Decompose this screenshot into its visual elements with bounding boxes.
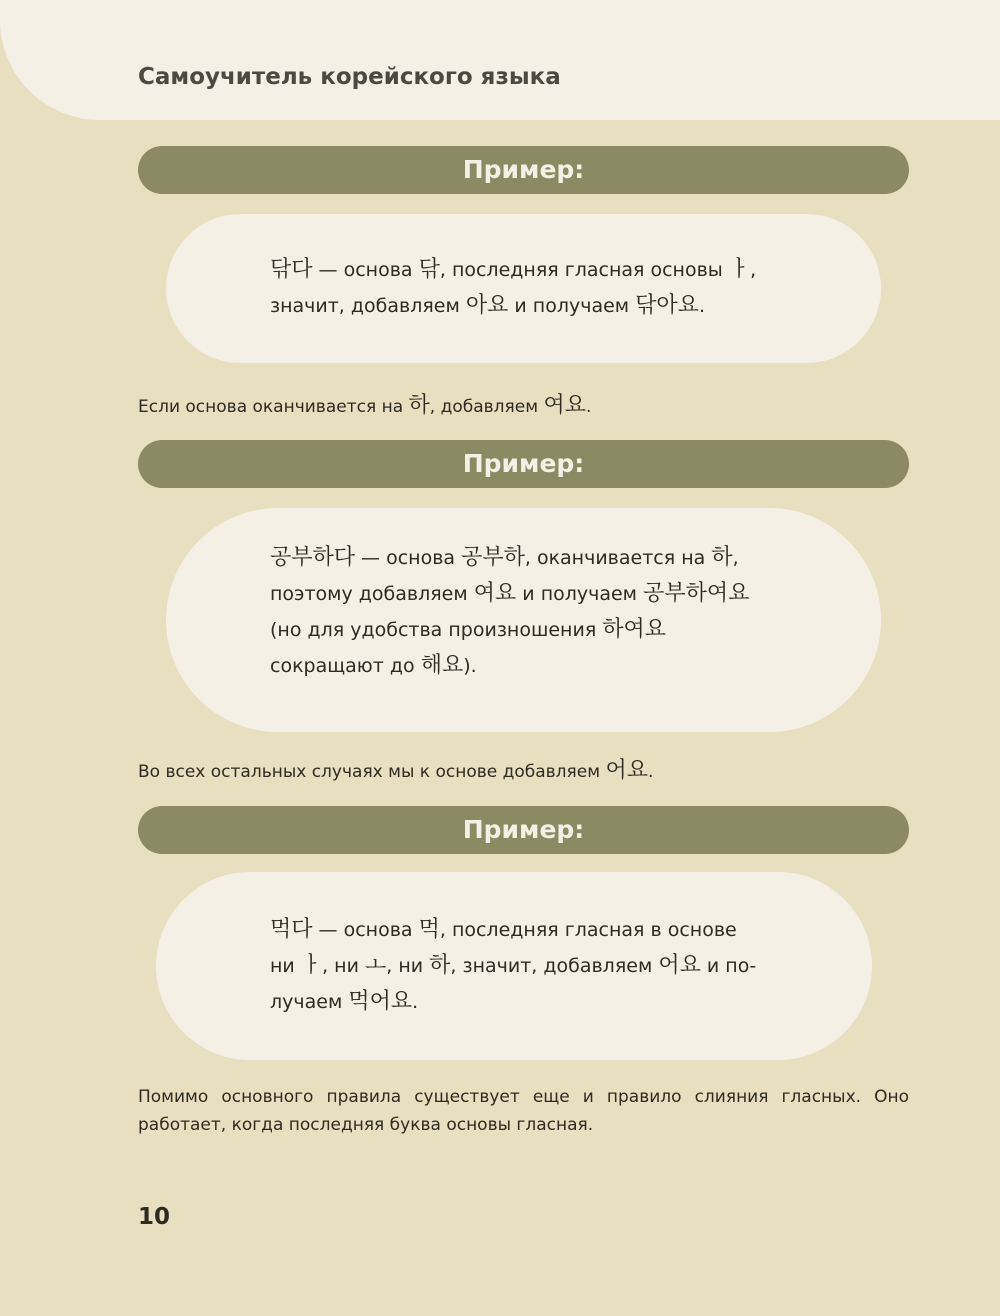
example-heading-2: Пример: [138,440,909,488]
example-line [270,288,881,324]
text-segment: , последняя гласная основы [439,259,729,281]
korean-term: 닦다 [270,257,313,282]
text-segment: . [647,762,654,782]
korean-term: 공부하여요 [643,581,750,606]
text-segment: — основа [355,547,462,569]
korean-term: ㅏ [728,257,751,282]
example-line [270,612,881,648]
korean-term: 어요 [605,758,648,783]
example-line [270,252,881,288]
example-text-1 [270,252,881,324]
page-number: 10 [138,1204,171,1230]
text-segment: , оканчивается на [524,547,712,569]
korean-term: 공부하 [461,545,525,570]
example-text-3 [270,912,872,1020]
text-segment: и по- [700,955,757,977]
example-line [270,576,881,612]
korean-term: 닦아요 [635,293,699,318]
page-header-band [0,0,1000,120]
text-segment: (но для удобства произношения [270,619,603,641]
korean-term: 하 [711,545,733,570]
text-segment: , [732,547,739,569]
text-segment: — основа [312,259,419,281]
example-box-1 [166,214,881,363]
korean-term: 해요 [420,653,464,678]
text-segment: , значит, добавляем [450,955,659,977]
example-heading-3: Пример: [138,806,909,854]
korean-term: 먹다 [270,917,313,942]
text-segment: , ни [322,955,365,977]
example-box-2 [166,508,881,732]
korean-term: 어요 [658,953,701,978]
korean-term: 하 [408,393,430,418]
text-segment: . [585,397,592,417]
korean-term: 하여요 [602,617,667,642]
text-segment: , [750,259,757,281]
example-line [270,912,872,948]
rule-text-2 [138,753,653,784]
korean-term: 먹어요 [348,989,413,1014]
text-segment: поэтому добавляем [270,583,474,605]
text-segment: Если основа оканчивается на [138,397,409,417]
korean-term: 하 [429,953,451,978]
korean-term: ㅏ [300,953,323,978]
text-segment: , добавляем [429,397,544,417]
text-segment: . [412,991,419,1013]
example-box-3 [156,872,872,1060]
text-segment: и получаем [508,295,636,317]
text-segment: Во всех остальных случаях мы к основе добавляем [138,762,606,782]
text-segment: . [698,295,705,317]
book-title: Самоучитель корейского языка [138,64,561,90]
text-segment: значит, добавляем [270,295,466,317]
korean-term: 아요 [465,293,509,318]
korean-term: 닦 [418,257,440,282]
korean-term: 여요 [473,581,517,606]
text-segment: , последняя гласная в основе [439,919,737,941]
text-segment: сокращают до [270,655,421,677]
text-segment: ни [270,955,301,977]
example-line [270,648,881,684]
text-segment: ). [463,655,477,677]
text-segment: лучаем [270,991,349,1013]
closing-paragraph: Помимо основного правила существует еще и правило слияния гласных. Оно работает, когда последняя буква основы гласная. [138,1087,909,1135]
korean-term: 공부하다 [270,545,356,570]
korean-term: ㅗ [364,953,387,978]
korean-term: 먹 [418,917,440,942]
example-heading-1: Пример: [138,146,909,194]
text-segment: и получаем [516,583,644,605]
rule-text-1 [138,388,591,419]
example-text-2 [270,540,881,684]
korean-term: 여요 [543,393,586,418]
example-line [270,984,872,1020]
example-line [270,540,881,576]
text-segment: , ни [386,955,430,977]
example-line [270,948,872,984]
text-segment: — основа [312,919,419,941]
